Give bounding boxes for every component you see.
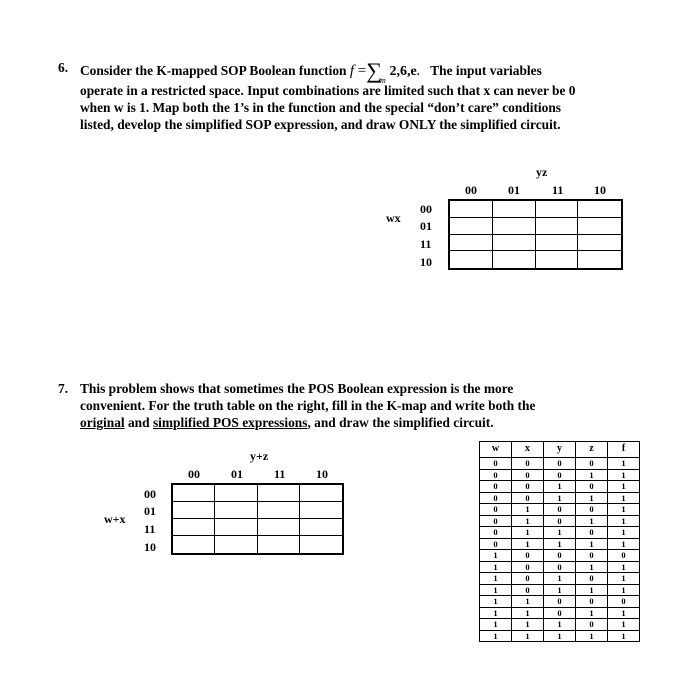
q6-kmap-col-var: yz	[536, 165, 548, 179]
formula-dot: .	[416, 63, 421, 79]
truth-table-body	[480, 458, 640, 642]
kmap-cell[interactable]	[215, 485, 257, 502]
truth-table-cell: 1	[480, 607, 512, 619]
q7-truth-table	[479, 441, 640, 642]
truth-table-cell: 0	[480, 515, 512, 527]
truth-table-cell: 0	[480, 492, 512, 504]
q6-kmap-row-var: wx	[386, 211, 401, 225]
q7-kmap-col-label: 11	[274, 467, 286, 481]
kmap-cell[interactable]	[493, 201, 536, 218]
truth-table-cell: 0	[512, 584, 544, 596]
truth-table-cell: 1	[608, 573, 640, 585]
q6-line-2: operate in a restricted space. Input combinations are limited such that x can never be 0	[80, 83, 576, 98]
q7-kmap-col-label: 00	[188, 467, 200, 481]
q6-kmap-row-label: 10	[420, 255, 432, 269]
truth-table-cell: 1	[608, 492, 640, 504]
truth-table-cell: 0	[512, 469, 544, 481]
q6-kmap-row-label: 00	[420, 202, 432, 216]
truth-table-cell: 1	[512, 527, 544, 539]
truth-table-cell: 0	[480, 469, 512, 481]
truth-table-cell: 1	[608, 584, 640, 596]
truth-table-cell: 0	[544, 504, 576, 516]
truth-table-cell: 1	[608, 527, 640, 539]
q6-text-before-formula: Consider the K-mapped SOP Boolean function	[80, 63, 347, 78]
q7-kmap-col-var: y+z	[250, 449, 269, 463]
kmap-cell[interactable]	[578, 251, 621, 268]
q7-kmap-grid	[171, 483, 344, 555]
truth-table-cell: 1	[512, 515, 544, 527]
truth-table-cell: 0	[512, 481, 544, 493]
q7-number: 7.	[58, 381, 69, 396]
table-row	[480, 550, 640, 562]
table-row	[480, 504, 640, 516]
truth-table-cell: 1	[544, 492, 576, 504]
truth-table-cell: 0	[544, 458, 576, 470]
q7-original-underlined: original	[80, 415, 125, 430]
truth-table-cell: 1	[480, 630, 512, 642]
truth-table-cell: 1	[480, 561, 512, 573]
kmap-cell[interactable]	[173, 502, 215, 519]
kmap-cell[interactable]	[578, 201, 621, 218]
truth-table-cell: 1	[576, 538, 608, 550]
truth-table-header-cell: x	[512, 442, 544, 458]
truth-table-cell: 1	[480, 619, 512, 631]
truth-table-cell: 1	[544, 527, 576, 539]
truth-table-cell: 0	[544, 469, 576, 481]
kmap-cell[interactable]	[536, 201, 579, 218]
formula-terms: 2,6,e	[389, 64, 417, 79]
truth-table-header	[480, 442, 640, 458]
truth-table-cell: 1	[480, 573, 512, 585]
formula-f: f	[349, 63, 355, 79]
kmap-cell[interactable]	[536, 235, 579, 252]
truth-table-cell: 0	[576, 550, 608, 562]
kmap-cell[interactable]	[578, 235, 621, 252]
kmap-cell[interactable]	[493, 235, 536, 252]
truth-table-cell: 1	[544, 619, 576, 631]
table-row	[480, 561, 640, 573]
q7-line-3	[80, 414, 494, 431]
kmap-cell[interactable]	[450, 235, 493, 252]
table-row	[480, 527, 640, 539]
sigma-icon: ∑	[366, 58, 382, 83]
truth-table-cell: 1	[608, 469, 640, 481]
truth-table-cell: 0	[480, 538, 512, 550]
truth-table-cell: 1	[512, 538, 544, 550]
truth-table-cell: 1	[480, 596, 512, 608]
truth-table-cell: 1	[544, 630, 576, 642]
truth-table-cell: 0	[544, 550, 576, 562]
table-row	[480, 458, 640, 470]
truth-table-cell: 1	[608, 458, 640, 470]
q7-kmap-row-label: 01	[144, 504, 156, 518]
q7-kmap-row-label: 00	[144, 487, 156, 501]
table-row	[480, 469, 640, 481]
truth-table-cell: 0	[608, 550, 640, 562]
kmap-cell[interactable]	[300, 502, 342, 519]
q7-kmap-col-label: 01	[231, 467, 243, 481]
kmap-cell[interactable]	[258, 519, 300, 536]
q7-kmap-row-label: 10	[144, 540, 156, 554]
truth-table-cell: 0	[512, 458, 544, 470]
kmap-cell[interactable]	[258, 502, 300, 519]
kmap-cell[interactable]	[450, 201, 493, 218]
truth-table-header-cell: w	[480, 442, 512, 458]
q6-kmap-col-label: 10	[594, 183, 606, 197]
truth-table-cell: 0	[480, 481, 512, 493]
truth-table-cell: 1	[608, 481, 640, 493]
kmap-cell[interactable]	[173, 536, 215, 553]
kmap-cell[interactable]	[450, 251, 493, 268]
q6-number: 6.	[58, 60, 69, 75]
truth-table-cell: 0	[576, 481, 608, 493]
truth-table-cell: 1	[544, 538, 576, 550]
truth-table-header-cell: f	[608, 442, 640, 458]
kmap-cell[interactable]	[493, 251, 536, 268]
truth-table-cell: 0	[576, 527, 608, 539]
truth-table-cell: 1	[608, 538, 640, 550]
table-row	[480, 573, 640, 585]
truth-table-cell: 1	[608, 607, 640, 619]
table-row	[480, 538, 640, 550]
q7-simplified-pos-underlined: simplified POS expressions	[152, 415, 308, 430]
q7-kmap-col-label: 10	[316, 467, 328, 481]
truth-table-cell: 0	[544, 561, 576, 573]
truth-table-cell: 1	[576, 584, 608, 596]
q6-formula	[349, 58, 424, 85]
table-row	[480, 630, 640, 642]
q6-kmap-row-label: 11	[420, 237, 432, 251]
kmap-cell[interactable]	[536, 251, 579, 268]
kmap-cell[interactable]	[536, 218, 579, 235]
truth-table-cell: 1	[576, 630, 608, 642]
truth-table-cell: 0	[544, 596, 576, 608]
truth-table-cell: 0	[576, 504, 608, 516]
truth-table-cell: 0	[544, 515, 576, 527]
q6-line-3: when w is 1. Map both the 1’s in the function and the special “don’t care” conditions	[80, 100, 561, 115]
truth-table-cell: 0	[576, 573, 608, 585]
truth-table-cell: 0	[512, 550, 544, 562]
q6-line-1	[80, 58, 542, 85]
kmap-cell[interactable]	[493, 218, 536, 235]
truth-table-cell: 1	[512, 596, 544, 608]
formula-sub-m: m	[379, 76, 386, 85]
table-row	[480, 607, 640, 619]
q6-kmap-grid	[448, 199, 623, 270]
table-row	[480, 596, 640, 608]
truth-table-header-cell: y	[544, 442, 576, 458]
kmap-cell[interactable]	[258, 536, 300, 553]
table-row	[480, 584, 640, 596]
truth-table-cell: 1	[480, 584, 512, 596]
kmap-cell[interactable]	[300, 485, 342, 502]
truth-table-cell: 0	[480, 504, 512, 516]
truth-table-cell: 0	[480, 458, 512, 470]
truth-table-cell: 1	[544, 584, 576, 596]
truth-table-cell: 1	[480, 550, 512, 562]
truth-table-cell: 0	[608, 596, 640, 608]
truth-table-cell: 1	[576, 492, 608, 504]
kmap-cell[interactable]	[300, 519, 342, 536]
q7-line-3-end: , and draw the simplified circuit.	[307, 415, 494, 430]
truth-table-cell: 0	[480, 527, 512, 539]
truth-table-cell: 1	[544, 573, 576, 585]
truth-table-cell: 1	[576, 561, 608, 573]
truth-table-cell: 1	[576, 515, 608, 527]
table-row	[480, 619, 640, 631]
kmap-cell[interactable]	[450, 218, 493, 235]
truth-table-cell: 1	[608, 561, 640, 573]
truth-table-cell: 1	[544, 481, 576, 493]
q7-line-2: convenient. For the truth table on the right, fill in the K-map and write both the	[80, 398, 536, 413]
kmap-cell[interactable]	[215, 502, 257, 519]
q6-kmap-col-label: 01	[508, 183, 520, 197]
table-row	[480, 492, 640, 504]
truth-table-cell: 0	[576, 596, 608, 608]
truth-table-cell: 0	[512, 561, 544, 573]
q6-kmap-row-label: 01	[420, 219, 432, 233]
truth-table-cell: 1	[608, 515, 640, 527]
kmap-cell[interactable]	[215, 536, 257, 553]
kmap-cell[interactable]	[173, 519, 215, 536]
q7-kmap-row-var: w+x	[104, 512, 126, 526]
truth-table-header-cell: z	[576, 442, 608, 458]
q7-line-3-mid: and	[124, 415, 153, 430]
kmap-cell[interactable]	[258, 485, 300, 502]
truth-table-cell: 1	[512, 607, 544, 619]
truth-table-cell: 0	[512, 573, 544, 585]
table-row	[480, 515, 640, 527]
q6-kmap-col-label: 00	[465, 183, 477, 197]
truth-table-cell: 0	[576, 619, 608, 631]
truth-table-cell: 1	[576, 469, 608, 481]
q6-line-4: listed, develop the simplified SOP expression, and draw ONLY the simplified circuit.	[80, 117, 561, 132]
truth-table-cell: 1	[608, 630, 640, 642]
truth-table-cell: 1	[512, 619, 544, 631]
truth-table-cell: 1	[608, 619, 640, 631]
kmap-cell[interactable]	[300, 536, 342, 553]
q7-kmap-row-label: 11	[144, 522, 156, 536]
q7-line-1: This problem shows that sometimes the POS Boolean expression is the more	[80, 381, 514, 396]
q6-text-after-formula: The input variables	[430, 63, 542, 78]
truth-table-cell: 1	[512, 504, 544, 516]
q6-kmap-col-label: 11	[552, 183, 564, 197]
truth-table-cell: 1	[512, 630, 544, 642]
truth-table-cell: 0	[576, 458, 608, 470]
truth-table-cell: 1	[608, 504, 640, 516]
kmap-cell[interactable]	[173, 485, 215, 502]
kmap-cell[interactable]	[215, 519, 257, 536]
formula-equals: =	[357, 63, 367, 79]
truth-table-cell: 1	[576, 607, 608, 619]
truth-table-cell: 0	[512, 492, 544, 504]
kmap-cell[interactable]	[578, 218, 621, 235]
table-row	[480, 481, 640, 493]
truth-table-cell: 0	[544, 607, 576, 619]
